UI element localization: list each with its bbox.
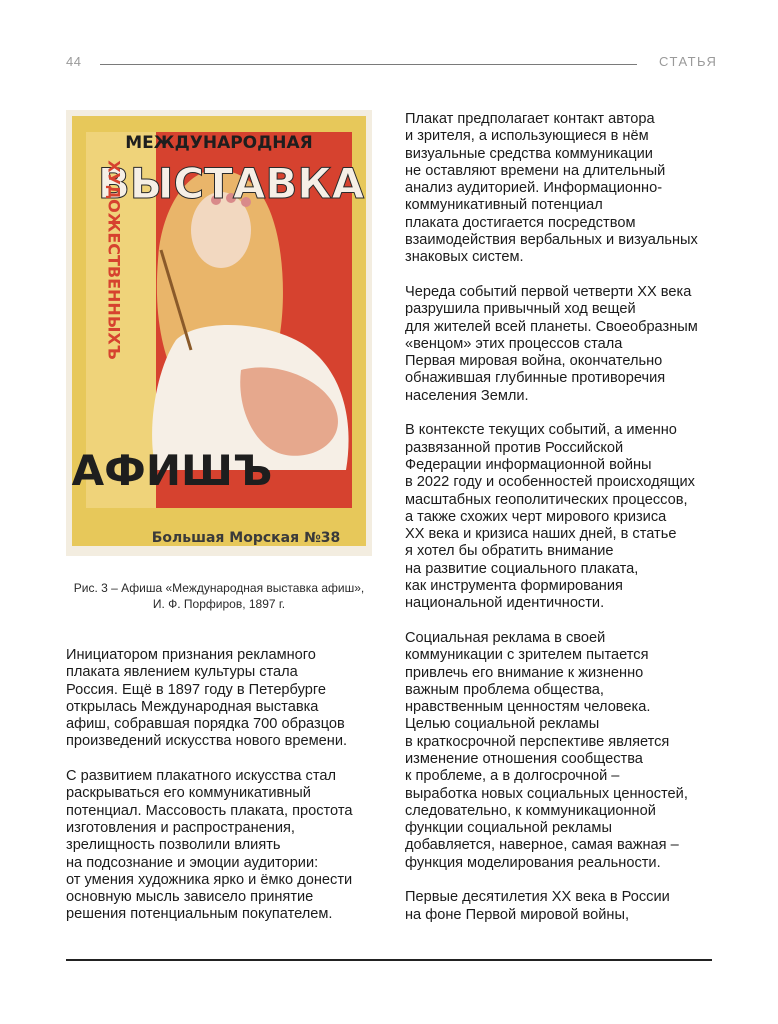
text-line: нравственным ценностям человека.	[405, 699, 651, 716]
paragraph	[405, 630, 725, 872]
text-line: и зрителя, а использующиеся в нём	[405, 128, 649, 145]
figure-caption	[66, 580, 372, 612]
paragraph	[66, 647, 386, 751]
poster-top-line: МЕЖДУНАРОДНАЯ	[125, 133, 313, 153]
poster-vertical-text: ХУДОЖЕСТВЕННЫХЪ	[104, 160, 124, 360]
poster-afishi: АФИШЪ	[71, 446, 273, 495]
paragraph	[405, 422, 725, 612]
text-line: привлечь его внимание к жизненно	[405, 664, 644, 681]
text-line: В контексте текущих событий, а именно	[405, 422, 677, 439]
text-line: Первые десятилетия ХХ века в России	[405, 889, 670, 906]
text-line: а также схожих черт мирового кризиса	[405, 508, 667, 525]
caption-line: Рис. 3 – Афиша «Международная выставка афиш»,	[73, 581, 365, 595]
text-line: разрушила привычный ход вещей	[405, 301, 636, 318]
poster-title: ВЫСТАВКА	[97, 159, 365, 208]
text-line: Федерации информационной войны	[405, 456, 652, 473]
text-line: масштабных геополитических процессов,	[405, 491, 688, 508]
text-line: основную мысль зависело принятие	[66, 889, 314, 906]
text-line: зрелищность позволили влиять	[66, 837, 281, 854]
text-line: добавляется, наверное, самая важная –	[405, 837, 679, 854]
text-line: плаката явлением культуры стала	[66, 664, 298, 681]
text-line: афиш, собравшая порядка 700 образцов	[66, 716, 345, 733]
header-rule	[100, 64, 637, 65]
text-line: обнажившая глубинные противоречия	[405, 370, 666, 387]
text-line: функции социальной рекламы	[405, 820, 612, 837]
text-line: С развитием плакатного искусства стал	[66, 768, 336, 785]
text-line: на фоне Первой мировой войны,	[405, 906, 630, 923]
poster-illustration	[66, 110, 372, 556]
text-line: функция моделирования реальности.	[405, 854, 661, 871]
text-line: я хотел бы обратить внимание	[405, 543, 614, 560]
right-column	[405, 111, 725, 941]
text-line: Первая мировая война, окончательно	[405, 353, 663, 370]
text-line: не оставляют времени на длительный	[405, 162, 666, 179]
text-line: плаката достигается посредством	[405, 214, 636, 231]
paragraph	[66, 768, 386, 924]
text-line: взаимодействия вербальных и визуальных	[405, 232, 698, 249]
text-line: Череда событий первой четверти ХХ века	[405, 283, 692, 300]
text-line: визуальные средства коммуникации	[405, 145, 653, 162]
text-line: населения Земли.	[405, 387, 529, 404]
text-line: в 2022 году и особенностей происходящих	[405, 474, 695, 491]
poster-address: Большая Морская №38	[151, 530, 341, 546]
text-line: как инструмента формирования	[405, 578, 623, 595]
text-line: Инициатором признания рекламного	[66, 647, 316, 663]
text-line: к проблеме, а в долгосрочной –	[405, 768, 620, 785]
caption-line: И. Ф. Порфиров, 1897 г.	[152, 597, 286, 611]
text-line: развязанной против Российской	[405, 439, 624, 456]
text-line: Целью социальной рекламы	[405, 716, 600, 733]
footer-rule	[66, 959, 712, 961]
text-line: Плакат предполагает контакт автора	[405, 111, 655, 127]
text-line: от умения художника ярко и ёмко донести	[66, 871, 353, 888]
text-line: на развитие социального плаката,	[405, 560, 639, 577]
poster-figure	[66, 110, 372, 556]
text-line: знаковых систем.	[405, 249, 524, 266]
text-line: решения потенциальным покупателем.	[66, 906, 333, 923]
text-line: в краткосрочной перспективе является	[405, 733, 670, 750]
text-line: изготовления и распространения,	[66, 819, 295, 836]
text-line: произведений искусства нового времени.	[66, 733, 348, 750]
text-line: национальной идентичности.	[405, 595, 605, 612]
left-column	[66, 647, 386, 941]
text-line: «венцом» этих процессов стала	[405, 335, 623, 352]
text-line: раскрываться его коммуникативный	[66, 785, 311, 802]
text-line: коммуникации с зрителем пытается	[405, 647, 649, 664]
page-number: 44	[66, 54, 82, 69]
paragraph	[405, 284, 725, 405]
paragraph	[405, 889, 725, 924]
text-line: коммуникативный потенциал	[405, 197, 603, 214]
paragraph	[405, 111, 725, 267]
text-line: потенциал. Массовость плаката, простота	[66, 802, 353, 819]
text-line: следовательно, к коммуникационной	[405, 802, 656, 819]
text-line: Россия. Ещё в 1897 году в Петербурге	[66, 681, 326, 698]
text-line: Социальная реклама в своей	[405, 629, 606, 646]
text-line: ХХ века и кризиса наших дней, в статье	[405, 526, 677, 543]
text-line: выработка новых социальных ценностей,	[405, 785, 688, 802]
text-line: изменение отношения сообщества	[405, 750, 643, 767]
section-label: СТАТЬЯ	[659, 54, 718, 69]
text-line: важным проблема общества,	[405, 681, 604, 698]
text-line: анализ аудиторией. Информационно-	[405, 180, 663, 197]
text-line: для жителей всей планеты. Своеобразным	[405, 318, 698, 335]
text-line: открылась Международная выставка	[66, 698, 319, 715]
text-line: на подсознание и эмоции аудитории:	[66, 854, 319, 871]
